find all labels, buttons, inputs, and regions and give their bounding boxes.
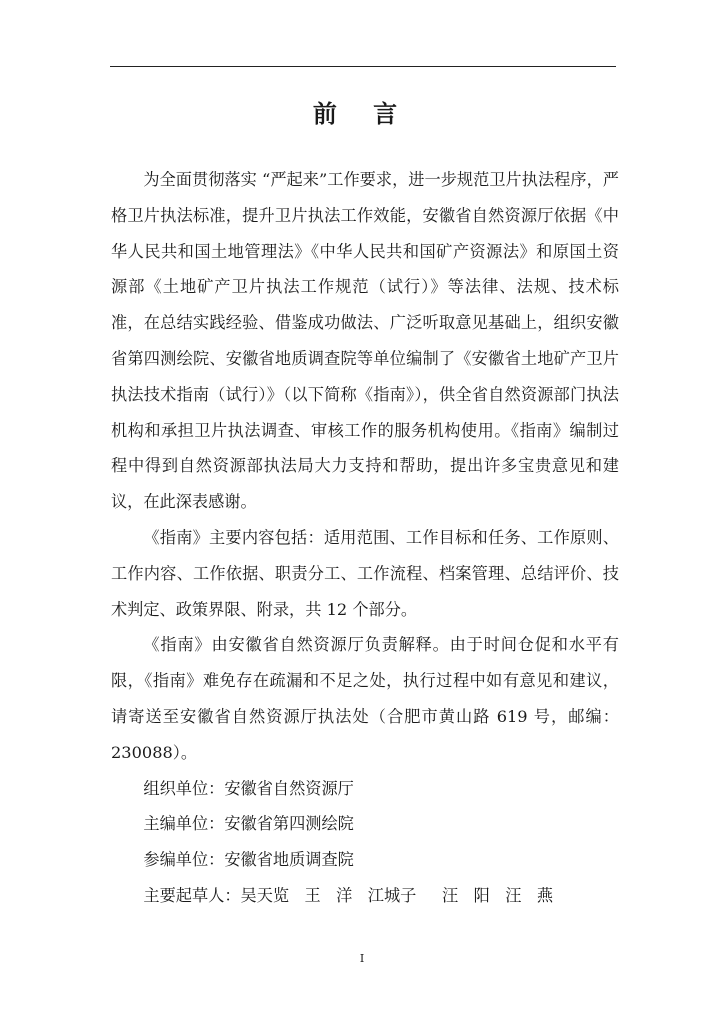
paragraph: 为全面贯彻落实 “严起来”工作要求，进一步规范卫片执法程序，严格卫片执法标准，提升卫片执法工作效能，安徽省自然资源厅依据《中华人民共和国土地管理法》《中华人民共和国矿产资源法》和原国土资源部《土地矿产卫片执法工作规范（试行）》等法律、法规、技术标准，在总结实践经验、借鉴成功做法、广泛听取意见基础上，组织安徽省第四测绘院、安徽省地质调查院等单位编制了《安徽省土地矿产卫片执法技术指南（试行）》（以下简称《指南》），供全省自然资源部门执法机构和承担卫片执法调查、审核工作的服务机构使用。《指南》编制过程中得到自然资源部执法局大力支持和帮助，提出许多宝贵意见和建议，在此深表感谢。 [111,170,619,512]
credit-co-editor: 参编单位：安徽省地质调查院 [143,850,354,870]
header-rule [110,66,616,67]
credit-chief-editor: 主编单位：安徽省第四测绘院 [143,814,354,834]
page-title: 前 言 [312,99,412,128]
page-number: I [359,952,365,965]
body-text [111,162,619,914]
credit-drafters: 主要起草人：吴天览 王 洋 江城子 汪 阳 汪 燕 [143,885,554,905]
paragraph: 《指南》由安徽省自然资源厅负责解释。由于时间仓促和水平有限，《指南》难免存在疏漏和不足之处，执行过程中如有意见和建议，请寄送至安徽省自然资源厅执法处（合肥市黄山路 619 号，邮编：230088）。 [111,635,619,762]
credit-organizer: 组织单位：安徽省自然资源厅 [143,778,354,798]
paragraph: 《指南》主要内容包括：适用范围、工作目标和任务、工作原则、工作内容、工作依据、职责分工、工作流程、档案管理、总结评价、技术判定、政策界限、附录，共 12 个部分。 [111,527,619,619]
